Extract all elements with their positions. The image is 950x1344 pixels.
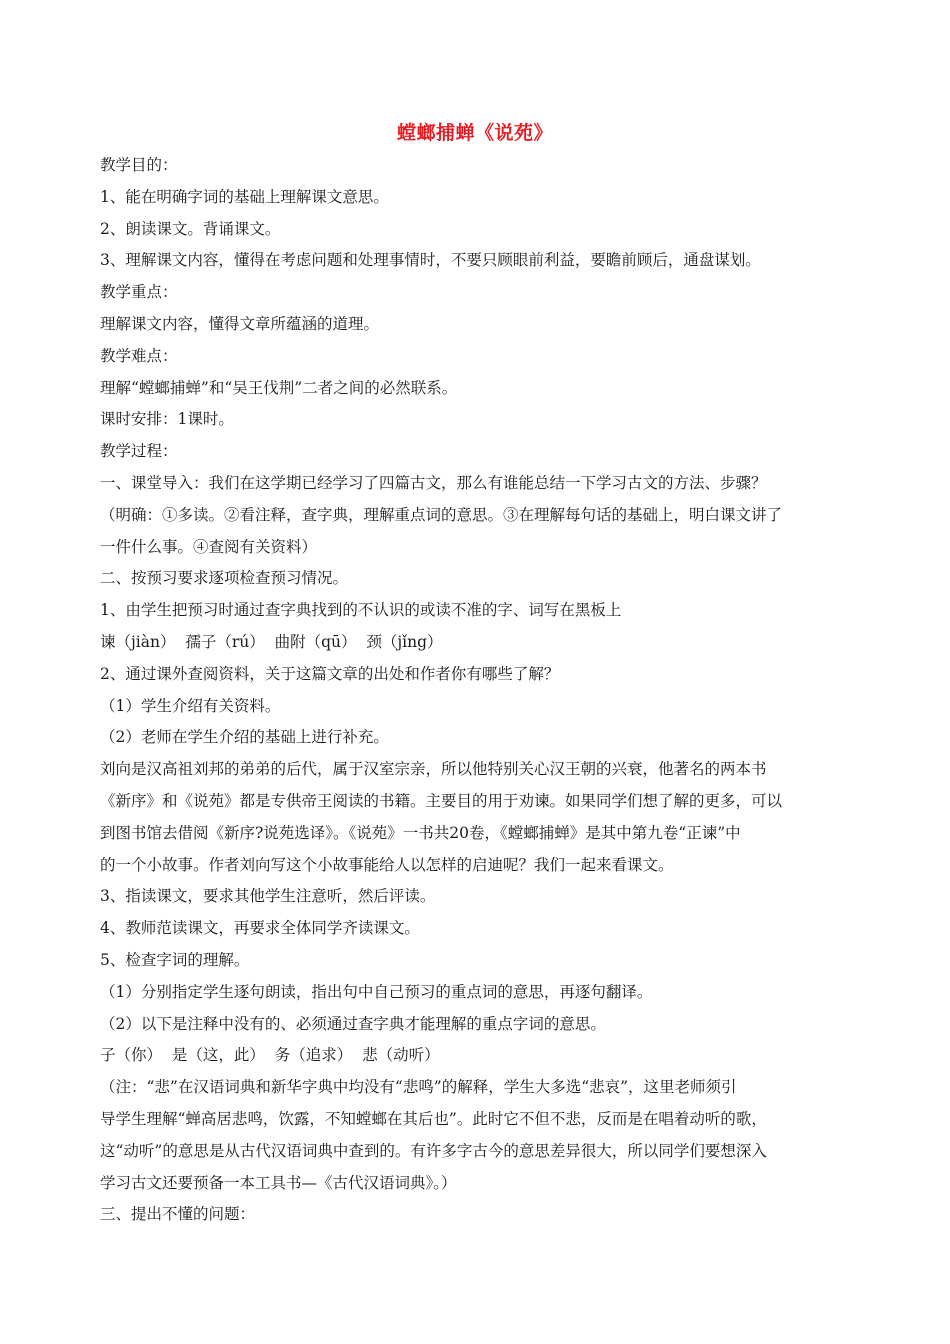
paragraph: 4、教师范读课文，再要求全体同学齐读课文。	[100, 919, 420, 938]
paragraph: 二、按预习要求逐项检查预习情况。	[100, 569, 349, 588]
paragraph: 1、能在明确字词的基础上理解课文意思。	[100, 187, 389, 206]
pinyin-line: 谏（jiàn） 孺子（rú） 曲附（qū） 颈（jǐng）	[100, 632, 443, 651]
word-meaning-line: 子（你） 是（这，此） 务（追求） 悲（动听）	[100, 1046, 440, 1065]
section-heading: 教学重点：	[100, 283, 178, 302]
paragraph: （1）分别指定学生逐句朗读，指出句中自己预习的重点词的意思，再逐句翻译。	[100, 982, 653, 1001]
section-heading: 教学过程：	[100, 442, 178, 461]
section-heading: 教学目的：	[100, 156, 178, 174]
paragraph: 理解“螳螂捕蝉”和“吴王伐荆”二者之间的必然联系。	[100, 378, 458, 397]
paragraph: 一件什么事。④查阅有关资料）	[100, 537, 318, 556]
paragraph: 到图书馆去借阅《新序?说苑选译》。《说苑》一书共20卷，《螳螂捕蝉》是其中第九卷“正谏”中	[100, 823, 741, 842]
document-body	[100, 150, 828, 1231]
section-heading: 三、提出不懂的问题：	[100, 1205, 256, 1224]
paragraph: 学习古文还要预备一本工具书—《古代汉语词典》。）	[100, 1173, 457, 1192]
paragraph: 导学生理解“蝉高居悲鸣，饮露，不知螳螂在其后也”。此时它不但不悲，反而是在唱着动听的歌，	[100, 1109, 767, 1128]
paragraph: 刘向是汉高祖刘邦的弟弟的后代，属于汉室宗亲，所以他特别关心汉王朝的兴衰，他著名的两本书	[100, 760, 767, 779]
paragraph: （明确：①多读。②看注释，查字典，理解重点词的意思。③在理解每句话的基础上，明白课文讲了	[100, 505, 783, 524]
paragraph: 理解课文内容，懂得文章所蕴涵的道理。	[100, 314, 380, 333]
paragraph: 这“动听”的意思是从古代汉语词典中查到的。有许多字古今的意思差异很大，所以同学们要想深入	[100, 1141, 767, 1160]
paragraph: 1、由学生把预习时通过查字典找到的不认识的或读不准的字、词写在黑板上	[100, 601, 622, 620]
paragraph: 一、课堂导入：我们在这学期已经学习了四篇古文，那么有谁能总结一下学习古文的方法、步骤？	[100, 473, 767, 492]
paragraph: 2、通过课外查阅资料，关于这篇文章的出处和作者你有哪些了解？	[100, 664, 560, 683]
paragraph: 2、朗读课文。背诵课文。	[100, 219, 281, 238]
paragraph: （1）学生介绍有关资料。	[100, 696, 281, 715]
paragraph: （2）老师在学生介绍的基础上进行补充。	[100, 728, 389, 747]
paragraph: 的一个小故事。作者刘向写这个小故事能给人以怎样的启迪呢？我们一起来看课文。	[100, 855, 674, 874]
paragraph: （2）以下是注释中没有的、必须通过查字典才能理解的重点字词的意思。	[100, 1014, 606, 1033]
paragraph: 5、检查字词的理解。	[100, 950, 250, 969]
document-title: 螳螂捕蝉《说苑》	[396, 122, 553, 144]
section-heading: 教学难点：	[100, 346, 178, 365]
paragraph: 课时安排：1课时。	[100, 410, 234, 429]
paragraph: 《新序》和《说苑》都是专供帝王阅读的书籍。主要目的用于劝谏。如果同学们想了解的更多，可以	[100, 791, 783, 810]
paragraph: 3、指读课文，要求其他学生注意听，然后评读。	[100, 887, 436, 906]
paragraph: 3、理解课文内容，懂得在考虑问题和处理事情时，不要只顾眼前利益，要瞻前顾后，通盘谋划。	[100, 251, 761, 270]
paragraph: （注：“悲”在汉语词典和新华字典中均没有“悲鸣”的解释，学生大多选“悲哀”，这里老师须引	[100, 1078, 737, 1097]
